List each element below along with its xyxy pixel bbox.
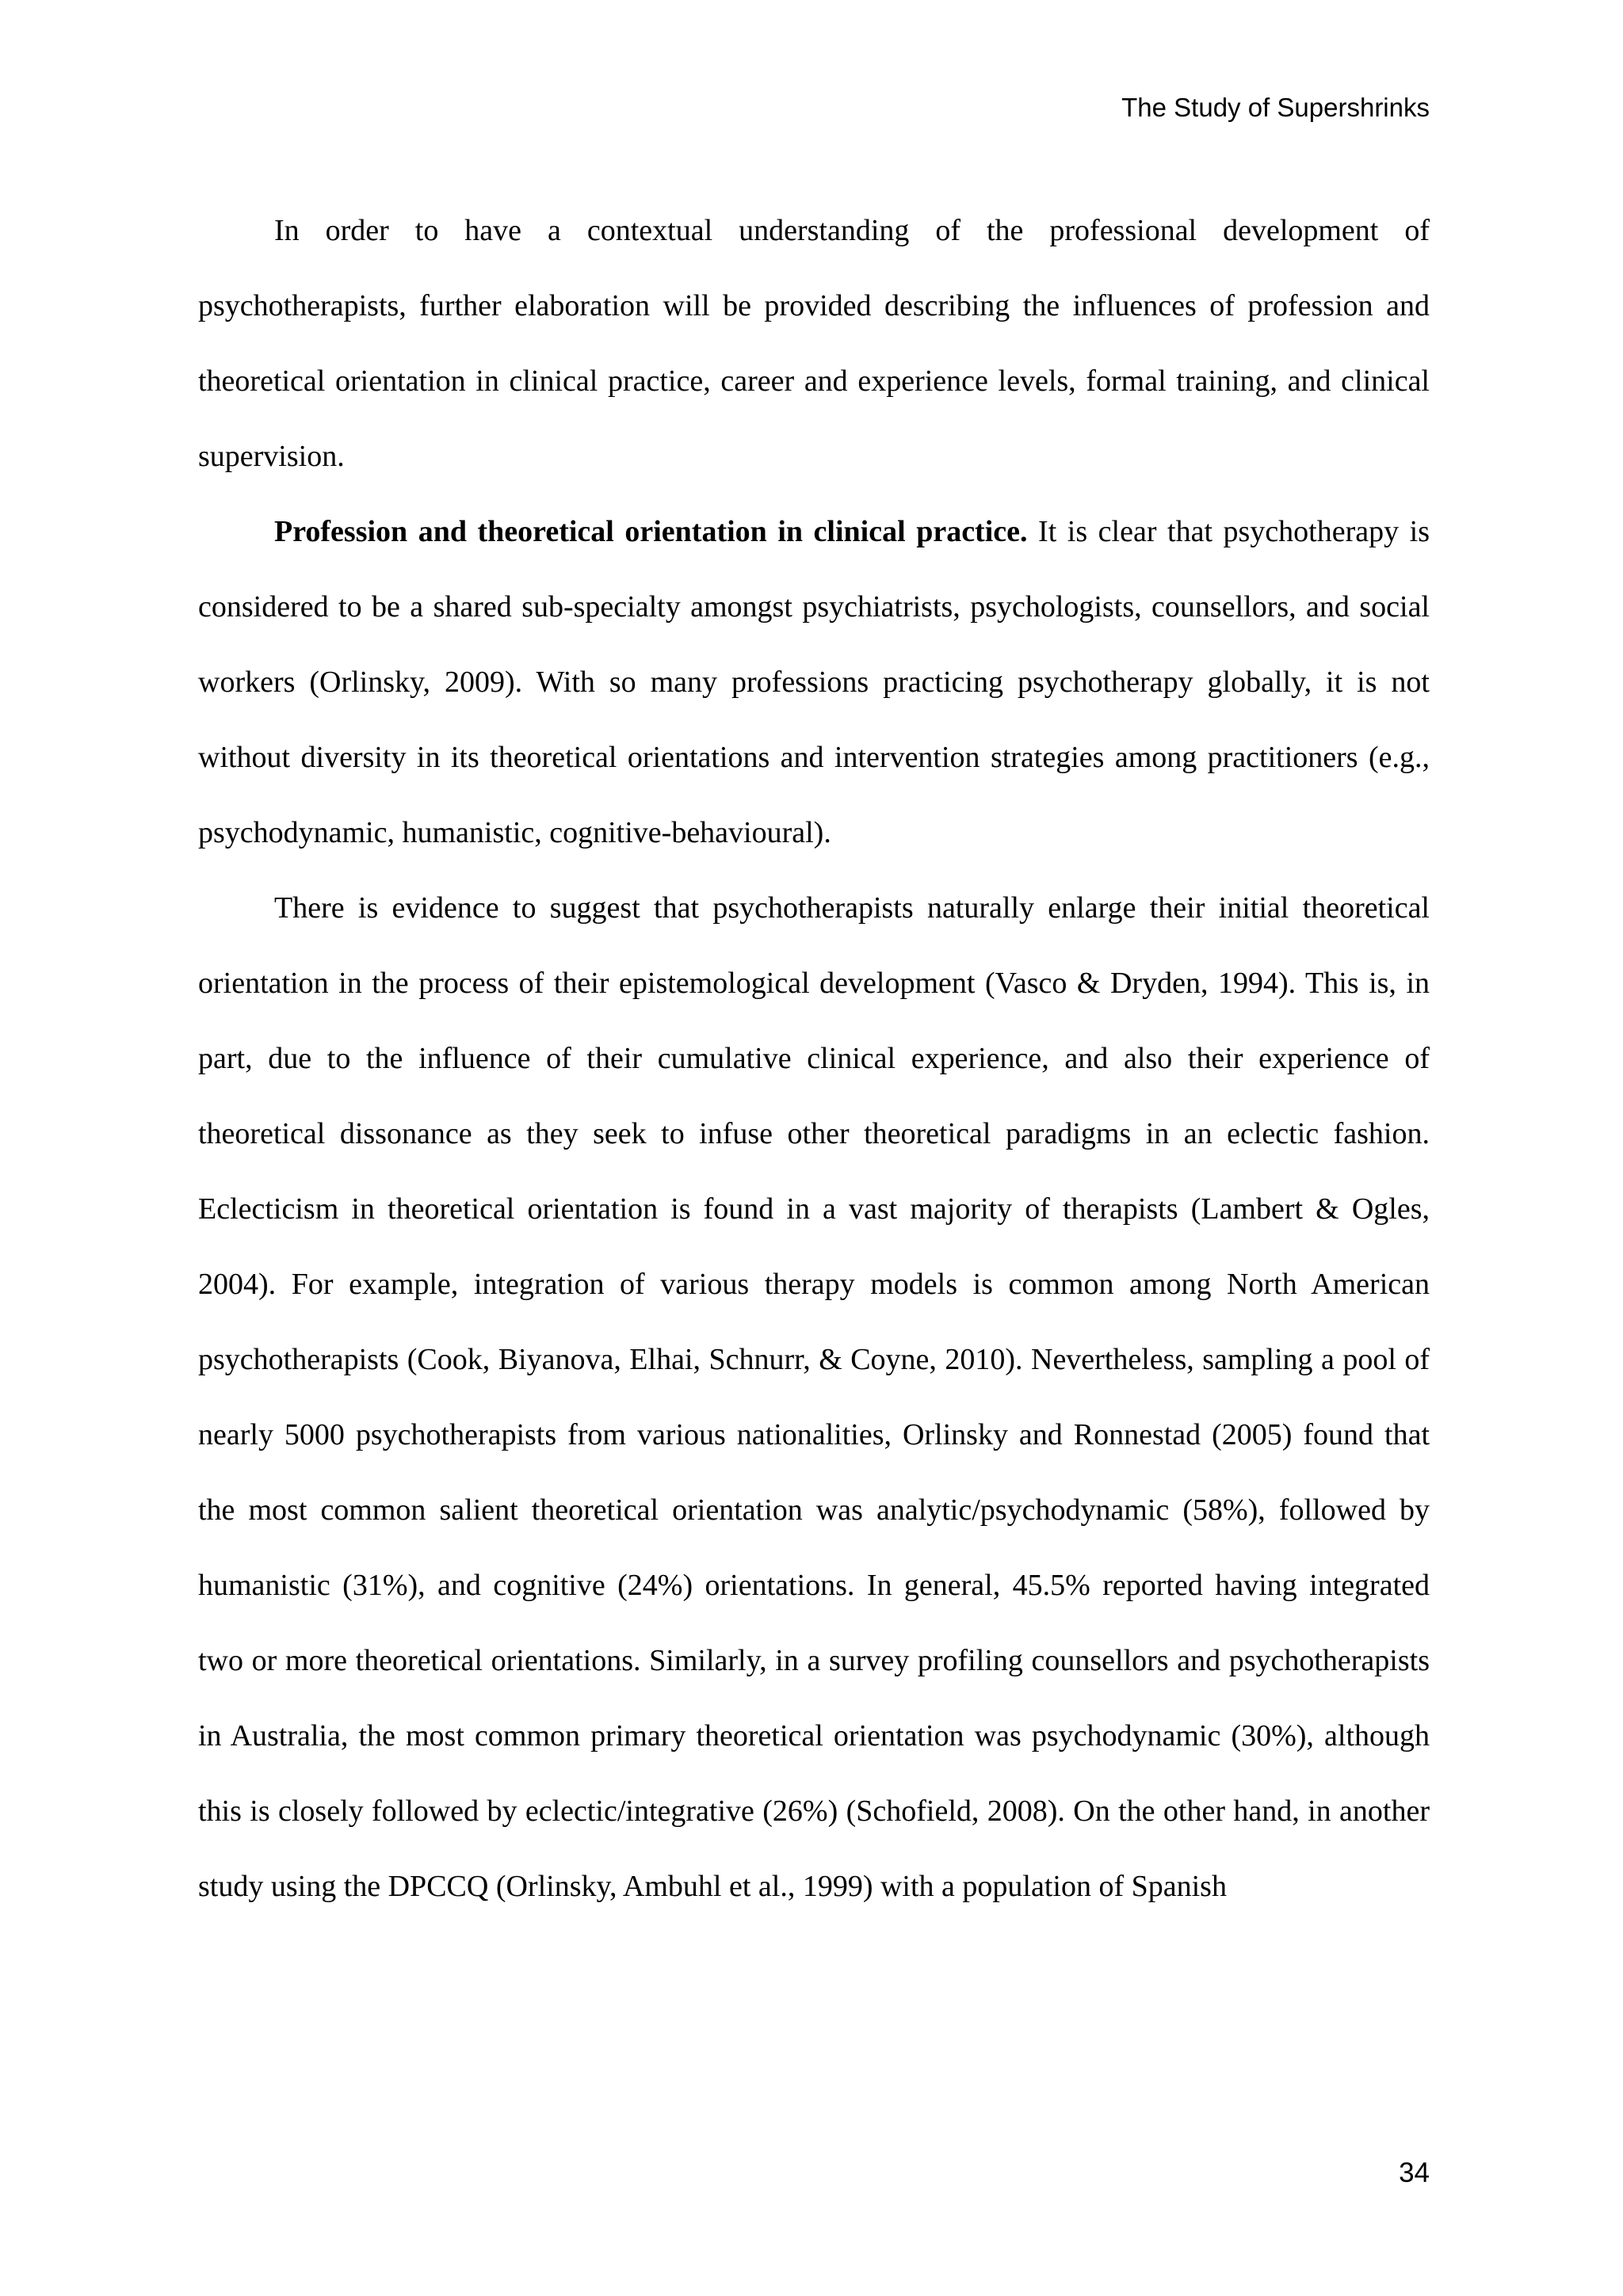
paragraph-profession-orientation	[198, 494, 1430, 871]
paragraph-text: It is clear that psychotherapy is considered to be a shared sub-specialty amongst psychiatrists, psychologists, counsellors, and social workers (Orlinsky, 2009). With so many professions practicing psychotherapy globally, it is not without diversity in its theoretical orientations and intervention strategies among practitioners (e.g., psychodynamic, humanistic, cognitive-behavioural).	[198, 515, 1430, 849]
body-text	[198, 193, 1430, 1924]
page-number: 34	[1399, 2157, 1430, 2188]
paragraph-intro: In order to have a contextual understanding of the professional development of psychotherapists, further elaboration will be provided describing the influences of profession and theoretical orientation in clinical practice, career and experience levels, formal training, and clinical supervision.	[198, 214, 1430, 473]
running-head: The Study of Supershrinks	[1121, 93, 1430, 122]
section-heading: Profession and theoretical orientation in clinical practice.	[274, 515, 1028, 548]
paragraph-eclecticism: There is evidence to suggest that psychotherapists naturally enlarge their initial theoretical orientation in the process of their epistemological development (Vasco & Dryden, 1994). This is, in part, due to the influence of their cumulative clinical experience, and also their experience of theoretical dissonance as they seek to infuse other theoretical paradigms in an eclectic fashion. Eclecticism in theoretical orientation is found in a vast majority of therapists (Lambert & Ogles, 2004). For example, integration of various therapy models is common among North American psychotherapists (Cook, Biyanova, Elhai, Schnurr, & Coyne, 2010). Nevertheless, sampling a pool of nearly 5000 psychotherapists from various nationalities, Orlinsky and Ronnestad (2005) found that the most common salient theoretical orientation was analytic/psychodynamic (58%), followed by humanistic (31%), and cognitive (24%) orientations. In general, 45.5% reported having integrated two or more theoretical orientations. Similarly, in a survey profiling counsellors and psychotherapists in Australia, the most common primary theoretical orientation was psychodynamic (30%), although this is closely followed by eclectic/integrative (26%) (Schofield, 2008). On the other hand, in another study using the DPCCQ (Orlinsky, Ambuhl et al., 1999) with a population of Spanish	[198, 891, 1430, 1903]
